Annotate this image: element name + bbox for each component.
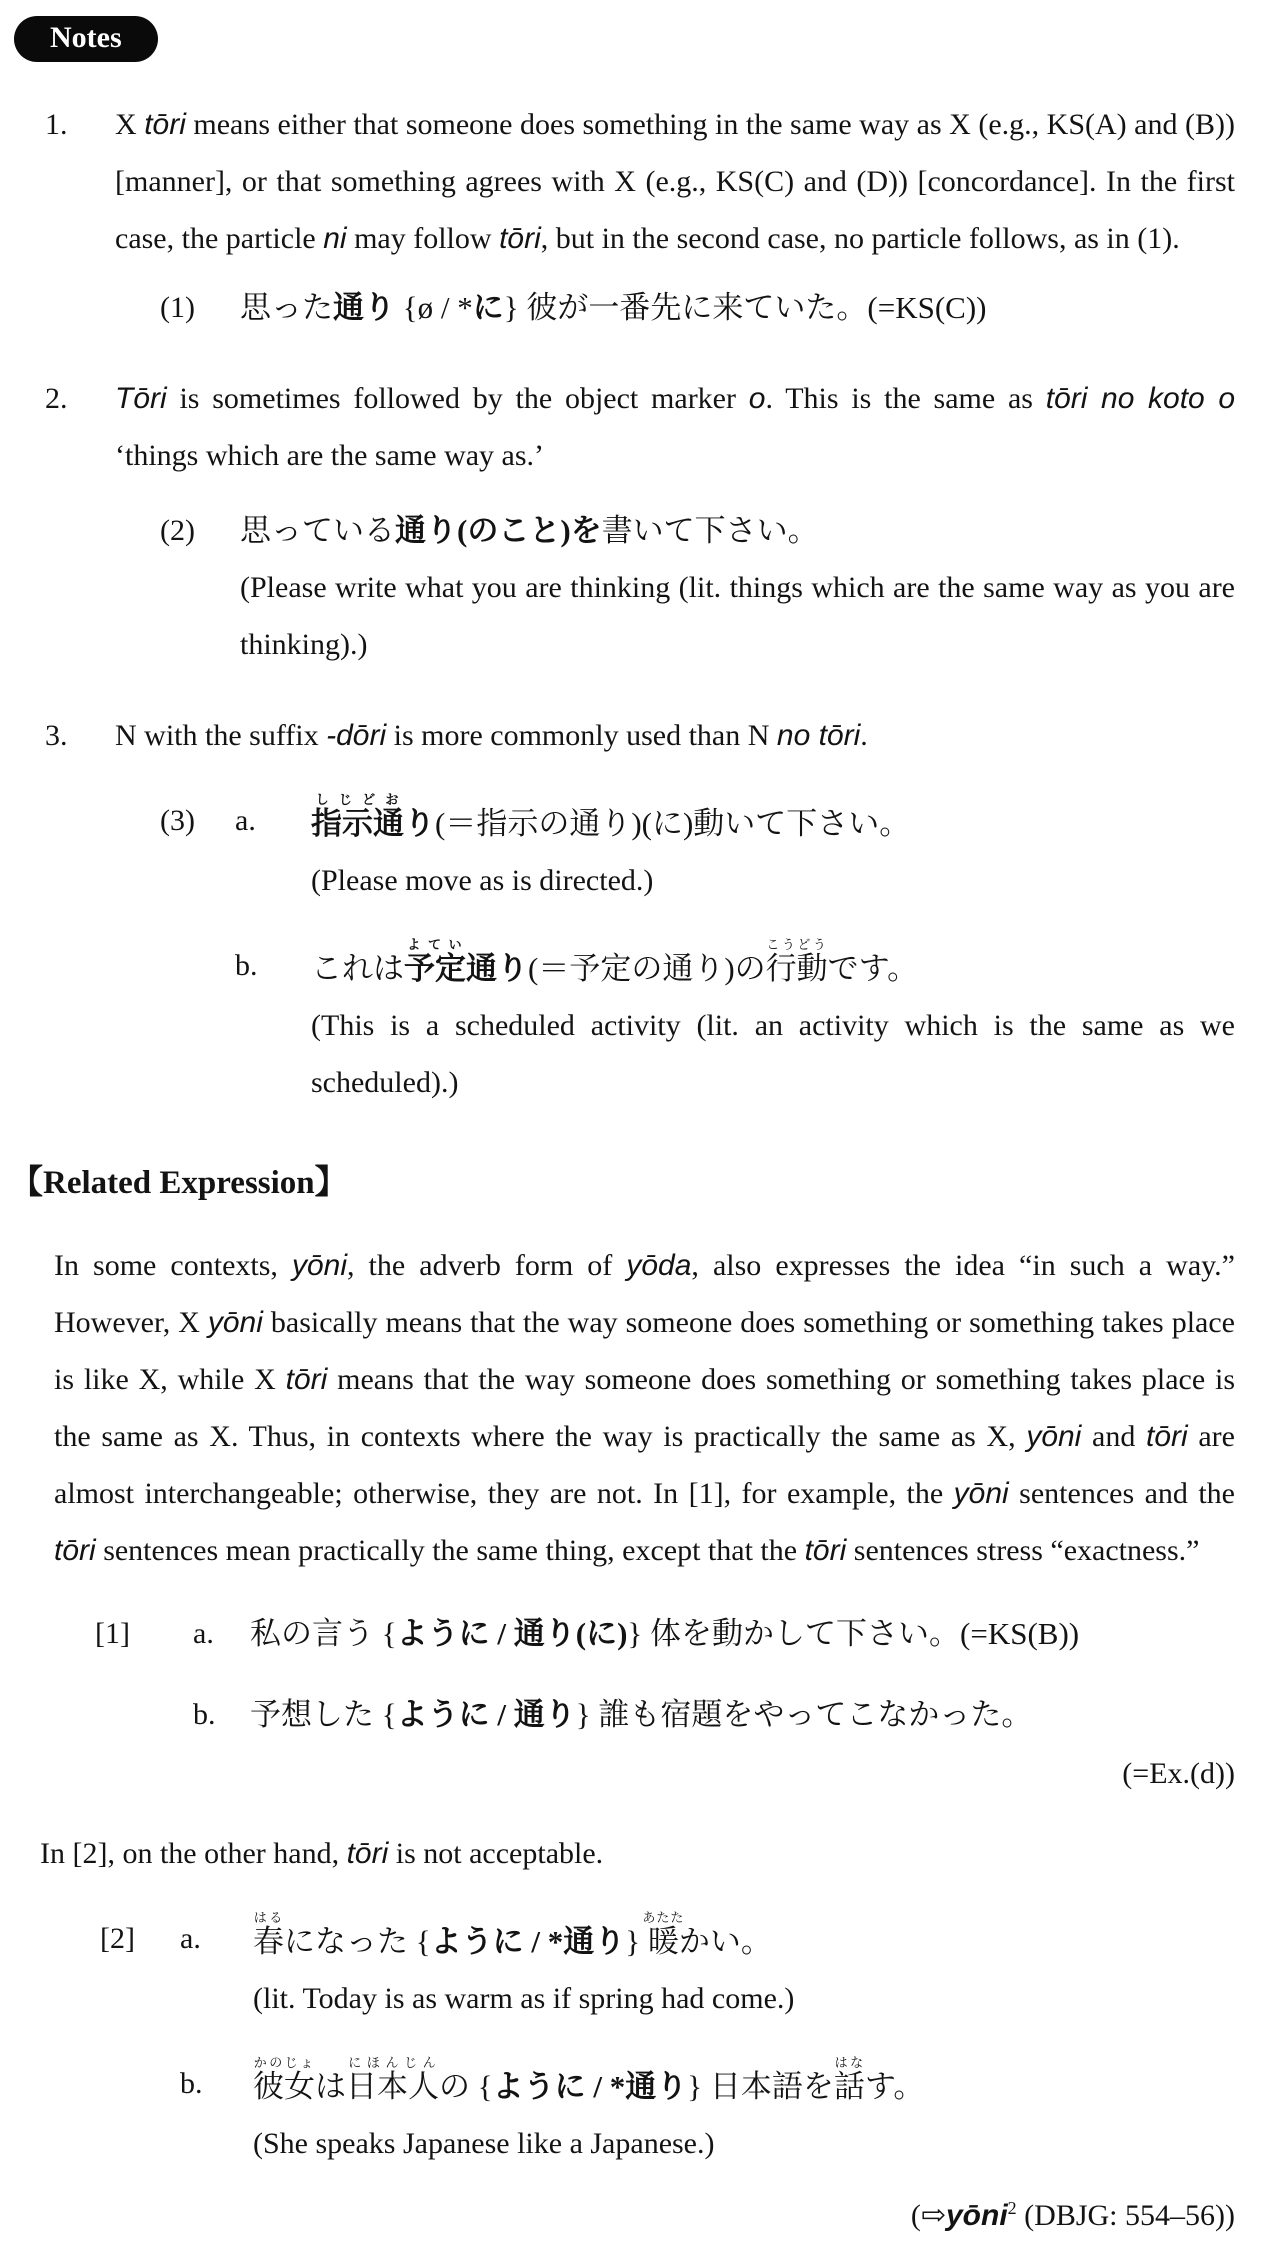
japanese-sentence [240, 279, 1235, 336]
text-segment: ように / *通り [492, 2069, 688, 2104]
text-segment: yōni [207, 1306, 263, 1339]
example-2 [160, 502, 1235, 673]
text-segment: yōni [953, 1477, 1009, 1510]
text-segment: X [115, 108, 145, 141]
text-segment: . [860, 719, 868, 752]
english-translation: (She speaks Japanese like a Japanese.) [253, 2127, 715, 2160]
japanese-sentence [311, 792, 1235, 852]
text-segment: の { [439, 2069, 493, 2104]
example-sublabel: b. [193, 1698, 216, 1731]
text-segment: 2 [1007, 2198, 1017, 2218]
text-segment: ni [323, 222, 347, 255]
text-segment: (＝指示の通り)(に)動いて下さい。 [435, 806, 911, 841]
related-expression-paragraph [54, 1237, 1235, 1579]
note-text [115, 707, 1235, 764]
example-sublabel: b. [235, 949, 258, 982]
text-segment: yōni [946, 2199, 1008, 2232]
text-segment: means either that someone does something in the same way as X (e.g., KS(A) and (B)) [manner], or that something agrees with X (e.g., KS(C) and (D)) [concordance]. In the first case, the particle [115, 108, 1235, 255]
text-segment: } 体を動かして下さい。 [627, 1616, 961, 1651]
text-segment: 通り [333, 290, 395, 325]
text-segment: かい。 [678, 1924, 772, 1959]
text-segment: sentences mean practically the same thing, except that the [95, 1534, 805, 1567]
text-segment: and [1081, 1420, 1147, 1453]
note-number: 2. [45, 382, 68, 415]
example-3b [160, 937, 1235, 1111]
note-text [115, 96, 1235, 267]
related-example-2a [100, 1910, 1235, 2027]
text-segment: means that the way someone does something or something takes place is the same as X. Thus, in contexts where the way is practically the same as X, [54, 1363, 1235, 1453]
ruby-annotated-text: 指示通しじどお [311, 792, 404, 841]
text-segment: 予想した { [250, 1697, 397, 1732]
example-3a [160, 792, 1235, 909]
japanese-sentence [253, 1910, 1235, 1970]
text-segment: ように / *通り [430, 1924, 626, 1959]
ruby-annotated-text: 話はな [833, 2055, 865, 2104]
note-text [115, 370, 1235, 484]
text-segment: tōri [1146, 1420, 1188, 1453]
example-sublabel: a. [235, 804, 256, 837]
text-segment: is sometimes followed by the object marker [166, 382, 749, 415]
text-segment: tōri [285, 1363, 328, 1396]
text-segment: に [472, 290, 504, 325]
note-item-2 [45, 370, 1235, 484]
text-segment: are almost interchangeable; otherwise, they are not. In [1], for example, the [54, 1420, 1235, 1510]
text-segment: is more commonly used than N [386, 719, 777, 752]
text-segment: , the adverb form of [347, 1249, 627, 1282]
text-segment: ‘things which are the same way as.’ [115, 439, 545, 472]
text-segment: です。 [827, 951, 919, 986]
text-segment: } 誰も宿題をやってこなかった。 [575, 1697, 1033, 1732]
text-segment: 思った [240, 290, 333, 325]
text-segment: ように / 通り [396, 1697, 576, 1732]
ruby-annotated-text: 行動こうどう [765, 937, 828, 986]
text-segment: In some contexts, [54, 1249, 292, 1282]
text-segment: ように / 通り(に) [396, 1616, 628, 1651]
text-segment: は [315, 2069, 346, 2104]
example-sublabel: a. [180, 1922, 201, 1955]
text-segment: In [2], on the other hand, [40, 1837, 347, 1870]
text-segment: り [404, 806, 435, 841]
text-segment: になった { [284, 1924, 431, 1959]
text-segment: tōri [54, 1534, 96, 1567]
japanese-sentence [240, 502, 1235, 559]
text-segment: (DBJG: 554–56)) [1016, 2199, 1235, 2232]
english-translation: (Please write what you are thinking (lit. things which are the same way as you are thinking).) [240, 571, 1235, 661]
related-example-2b [100, 2055, 1235, 2172]
example-label: (1) [160, 291, 195, 324]
ruby-annotated-text: 彼女かのじょ [253, 2055, 315, 2104]
text-segment: N with the suffix [115, 719, 327, 752]
example-label: [2] [100, 1922, 135, 1955]
example-label: [1] [95, 1617, 130, 1650]
text-segment: yōda [626, 1249, 692, 1282]
japanese-sentence [250, 1605, 1235, 1662]
text-segment: (=KS(B)) [960, 1616, 1080, 1651]
text-segment: -dōri [326, 719, 387, 752]
related-example-1b [95, 1686, 1235, 1743]
text-segment: tōri [144, 108, 186, 141]
text-segment: . This is the same as [765, 382, 1046, 415]
example-sublabel: a. [193, 1617, 214, 1650]
ruby-annotated-text: 予定よてい [404, 937, 466, 986]
related-expression-heading: 【Related Expression】 [10, 1165, 348, 1201]
example-label [95, 1686, 193, 1743]
text-segment: } 彼が一番先に来ていた。 [503, 290, 868, 325]
example-sublabel: b. [180, 2067, 203, 2100]
example-label: (3) [160, 804, 195, 837]
example-label [160, 937, 235, 1111]
japanese-sentence [253, 2055, 1235, 2115]
text-segment: yōni [291, 1249, 347, 1282]
related-example-1a [95, 1605, 1235, 1662]
text-segment: , also expresses the idea “in such a way.” However, X [54, 1249, 1235, 1339]
japanese-sentence [311, 937, 1235, 997]
text-segment: o [748, 382, 766, 415]
ruby-annotated-text: 暖あたた [642, 1910, 685, 1959]
ruby-annotated-text: 日本人にほんじん [346, 2055, 439, 2104]
text-segment: 通り(のこと)を [395, 513, 602, 548]
text-segment: basically means that the way someone does something or something takes place is like X, while X [54, 1306, 1235, 1396]
text-segment: 思っている [240, 513, 395, 548]
ruby-annotated-text: 春はる [253, 1910, 284, 1959]
text-segment: no tōri [776, 719, 861, 752]
text-segment: sentences and the [1008, 1477, 1235, 1510]
notes-badge-label: Notes [50, 21, 122, 54]
text-segment: 通り [466, 951, 528, 986]
text-segment: , but in the second case, no particle follows, as in (1). [540, 222, 1180, 255]
text-segment: (⇨ [910, 2199, 946, 2232]
note-item-3 [45, 707, 1235, 764]
text-segment: これは [311, 951, 404, 986]
text-segment: } [625, 1924, 648, 1959]
text-segment: sentences stress “exactness.” [846, 1534, 1200, 1567]
english-translation: (Please move as is directed.) [311, 864, 654, 897]
example-label [100, 2055, 180, 2172]
text-segment: 私の言う { [250, 1616, 397, 1651]
note-number: 3. [45, 719, 68, 752]
example-label: (2) [160, 514, 195, 547]
text-segment: } 日本語を [687, 2069, 834, 2104]
english-translation: (lit. Today is as warm as if spring had come.) [253, 1982, 795, 2015]
text-segment: yōni [1026, 1420, 1082, 1453]
text-segment: tōri [346, 1837, 389, 1870]
text-segment: す。 [864, 2069, 925, 2104]
text-segment: is not acceptable. [388, 1837, 604, 1870]
japanese-sentence [250, 1686, 1235, 1743]
text-segment: {ø / * [395, 290, 473, 325]
note-number: 1. [45, 108, 68, 141]
text-segment: 書いて下さい。 [601, 513, 819, 548]
example-1 [160, 279, 1235, 336]
cross-reference [45, 2182, 1235, 2242]
example-source-tag: (=Ex.(d)) [1122, 1757, 1235, 1790]
text-segment: Tōri [115, 382, 167, 415]
text-segment: (＝予定の通り)の [528, 951, 766, 986]
english-translation: (This is a scheduled activity (lit. an activity which is the same as we scheduled).) [311, 1009, 1235, 1099]
text-segment: may follow [346, 222, 500, 255]
note-item-1 [45, 96, 1235, 267]
notes-section-badge [14, 16, 158, 62]
related-expression-note [40, 1825, 1235, 1882]
text-segment: tōri [804, 1534, 847, 1567]
text-segment: tōri [499, 222, 541, 255]
text-segment: (=KS(C)) [867, 290, 987, 325]
text-segment: tōri no koto o [1045, 382, 1236, 415]
